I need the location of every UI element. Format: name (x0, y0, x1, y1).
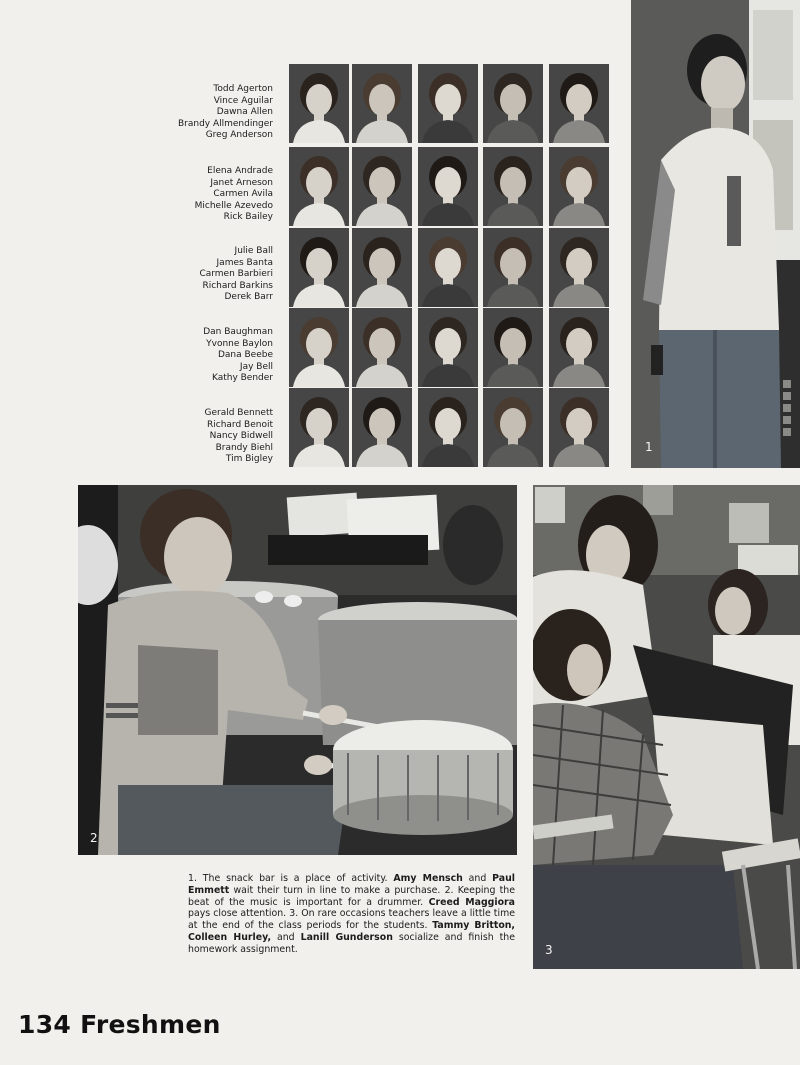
student-portrait (549, 64, 609, 143)
student-portrait (549, 147, 609, 226)
student-name: Dan Baughman (203, 327, 273, 337)
student-name: Nancy Bidwell (209, 431, 273, 442)
caption-name: Tammy Britton, Colleen Hurley, (188, 920, 515, 943)
student-portrait (549, 228, 609, 307)
name-list-row-4 (73, 327, 273, 385)
student-portrait (483, 228, 543, 307)
student-portrait (289, 147, 349, 226)
student-portrait (352, 228, 412, 307)
student-portrait (418, 147, 478, 226)
student-portrait (289, 388, 349, 467)
student-portrait (352, 388, 412, 467)
photo-drummer (78, 485, 517, 855)
name-list-row-5 (73, 408, 273, 466)
student-name: Carmen Avila (213, 189, 273, 200)
student-portrait (352, 308, 412, 387)
student-name: James Banta (216, 257, 273, 268)
student-name: Vince Aguilar (213, 95, 273, 106)
student-name: Yvonne Baylon (206, 338, 273, 349)
student-name: Brandy Allmendinger (177, 118, 273, 129)
name-list-row-3 (73, 246, 273, 304)
student-name: Kathy Bender (211, 373, 273, 384)
student-name: Richard Barkins (202, 280, 273, 291)
student-portrait (483, 147, 543, 226)
student-name: Julie Ball (234, 246, 273, 256)
page-folio (18, 1010, 221, 1039)
student-portrait (483, 308, 543, 387)
student-portrait (289, 308, 349, 387)
student-name: Tim Bigley (225, 454, 273, 465)
student-portrait (289, 64, 349, 143)
student-portrait (549, 388, 609, 467)
student-portrait (418, 64, 478, 143)
student-name: Todd Agerton (213, 84, 273, 94)
student-name: Elena Andrade (207, 166, 273, 176)
page-number: 134 (18, 1010, 72, 1039)
student-portrait (418, 228, 478, 307)
student-name: Greg Anderson (205, 130, 273, 141)
photo-caption (188, 873, 515, 956)
student-name: Derek Barr (224, 292, 273, 303)
caption-text: and (462, 873, 493, 884)
student-name: Dawna Allen (216, 107, 273, 118)
caption-text: and (271, 931, 301, 943)
student-portrait (483, 64, 543, 143)
photo-number: 1 (645, 440, 653, 454)
student-name: Dana Beebe (217, 350, 273, 361)
student-name: Brandy Biehl (215, 442, 273, 453)
caption-text: 1. The snack bar is a place of activity. (188, 873, 394, 884)
student-name: Carmen Barbieri (199, 269, 273, 280)
student-portrait (549, 308, 609, 387)
caption-text: pays close attention. 3. On rare occasions teachers leave a little time at the end of the class periods for the students. (188, 908, 515, 932)
caption-name: Lanill Gunderson (300, 931, 393, 943)
student-name: Gerald Bennett (204, 408, 273, 418)
photo-number: 2 (90, 831, 98, 845)
student-name: Jay Bell (239, 361, 273, 372)
caption-name: Amy Mensch (393, 873, 463, 884)
student-portrait (289, 228, 349, 307)
photo-snack-bar (631, 0, 800, 468)
student-portrait (483, 388, 543, 467)
student-name: Richard Benoit (207, 419, 273, 430)
name-list-row-2 (73, 166, 273, 224)
student-name: Rick Bailey (223, 212, 273, 223)
section-title: Freshmen (80, 1010, 221, 1039)
student-portrait (352, 147, 412, 226)
caption-name: Paul Emmett (188, 873, 515, 896)
caption-text: socialize and finish the homework assignment. (188, 931, 516, 955)
student-name: Michelle Azevedo (194, 200, 273, 211)
student-name: Janet Arneson (210, 177, 273, 188)
caption-text: wait their turn in line to make a purchase. 2. Keeping the beat of the music is important for a drummer. (188, 884, 515, 908)
student-portrait (418, 388, 478, 467)
photo-number: 3 (545, 943, 553, 957)
student-portrait (418, 308, 478, 387)
student-portrait (352, 64, 412, 143)
photo-classroom (533, 485, 800, 969)
caption-name: Creed Maggiora (428, 896, 515, 908)
name-list-row-1 (73, 84, 273, 142)
